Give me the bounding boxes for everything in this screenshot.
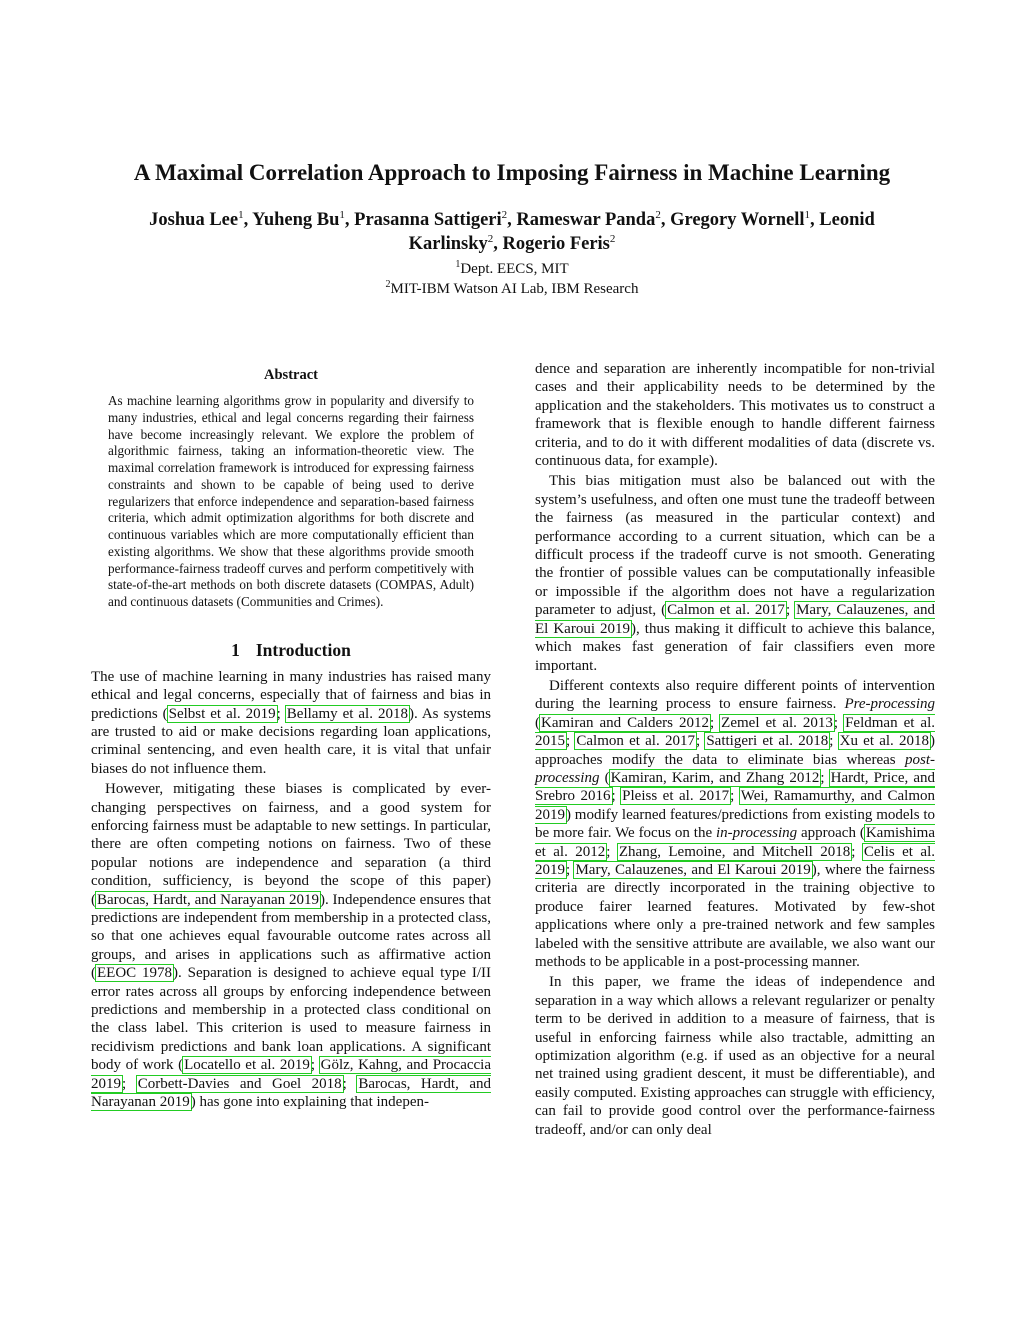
affiliation-text: MIT-IBM Watson AI Lab, IBM Research: [390, 281, 639, 297]
body-paragraph: [91, 780, 491, 1111]
author-separator: ,: [810, 210, 820, 230]
affiliation-1: [200, 260, 824, 278]
citation-link[interactable]: Gölz, Kahng, and Procaccia 2019: [91, 1057, 491, 1092]
author-name: Prasanna Sattigeri: [354, 210, 502, 230]
section-title: Introduction: [255, 639, 351, 660]
author-name: Joshua Lee: [149, 210, 239, 230]
author-separator: ,: [493, 234, 503, 254]
author-name: Gregory Wornell: [670, 210, 805, 230]
author-name: Rameswar Panda: [516, 210, 656, 230]
citation-link[interactable]: Sattigeri et al. 2018: [706, 733, 829, 750]
paragraph-text: ) approaches modify the data to eliminate bias whereas: [535, 733, 936, 768]
paragraph-text: ;: [122, 1075, 137, 1092]
citation-link[interactable]: Calmon et al. 2017: [576, 733, 695, 750]
citation-link[interactable]: Kamishima et al. 2012: [535, 825, 935, 860]
citation-link[interactable]: Pleiss et al. 2017: [622, 788, 730, 805]
emphasized-text: Pre-processing: [844, 696, 935, 713]
paragraph-text: ;: [276, 705, 286, 722]
emphasized-text: in-processing: [716, 825, 798, 842]
body-paragraph: [535, 360, 935, 470]
citation-link[interactable]: Zemel et al. 2013: [721, 714, 833, 731]
section-number: 1: [231, 639, 240, 660]
paragraph-text: ;: [785, 602, 796, 619]
paragraph-text: ;: [566, 861, 575, 878]
body-paragraph: [535, 677, 935, 972]
paragraph-text: ;: [820, 769, 830, 786]
citation-link[interactable]: Celis et al. 2019: [535, 843, 935, 878]
paragraph-text: ;: [606, 843, 618, 860]
left-column: [91, 366, 491, 1112]
paragraph-text: ) modify learned features/predictions from existing models to be more fair. We focus on the: [535, 806, 935, 842]
paragraph-text: (: [535, 714, 540, 731]
paragraph-text: In this paper, we frame the ideas of independence and separation in a way which allows a relevant regularizer or penalty term to be derived in addition to a measure of fairness, that is useful in enforcing fairness while also tractable, admitting an optimization algorithm (e.g. if used as an objective for a neural net trained using gradient descent, it must be differentiable), and easily computed. Existing approaches can struggle with efficiency, can fail to provide good control over the performance-fairness tradeoff, and/or can only deal: [535, 974, 935, 1138]
paragraph-text: ). As systems are trusted to aid or make decisions regarding loan applications, criminal sentencing, and even health care, it is vital that unfair biases do not influence them.: [91, 705, 491, 777]
abstract-text: As machine learning algorithms grow in popularity and diversify to many industries, ethical and legal concerns regarding their fairness have become increasingly relevant. We explore the problem of algorithmic fairness, taking an information-theoretic view. The maximal correlation framework is introduced for expressing fairness constraints and shown to be capable of being used to derive regularizers that enforce independence and separation-based fairness criteria, which admit optimization algorithms for both discrete and continuous variables which are more computationally efficient than existing algorithms. We show that these algorithms provide smooth performance-fairness tradeoff curves and perform competitively with state-of-the-art methods on both discrete datasets (COMPAS, Adult) and continuous datasets (Communities and Crimes).: [108, 393, 474, 609]
citation-link[interactable]: Locatello et al. 2019: [184, 1057, 310, 1074]
section-heading: [91, 639, 491, 661]
citation-link[interactable]: Corbett-Davies and Goel 2018: [137, 1075, 342, 1092]
paragraph-text: ;: [730, 788, 740, 805]
author-affiliation-marker: 1: [804, 209, 811, 221]
affiliation-text: Dept. EECS, MIT: [460, 261, 569, 277]
citation-link[interactable]: Wei, Ramamurthy, and Calmon 2019: [535, 788, 936, 823]
author-affiliation-marker: 1: [238, 209, 244, 221]
paragraph-text: ), where the fairness criteria are directly incorporated in the training objective to produce fairer learned features. Motivated by few-shot applications where only a pre-trained network and few samples labeled with the sensitive attribute are available, we also want our methods to be applicable in a post-processing manner.: [535, 861, 935, 970]
citation-link[interactable]: Kamiran and Calders 2012: [541, 714, 709, 731]
citation-link[interactable]: Selbst et al. 2019: [168, 705, 276, 722]
citation-link[interactable]: Xu et al. 2018: [839, 733, 930, 750]
citation-link[interactable]: Feldman et al. 2015: [535, 714, 935, 750]
affiliation-2: [200, 280, 824, 298]
author-separator: ,: [660, 210, 671, 230]
author-name: Yuheng Bu: [252, 210, 340, 230]
author-affiliation-marker: 2: [609, 233, 616, 245]
author-separator: ,: [344, 210, 355, 230]
paragraph-text: The use of machine learning in many industries has raised many ethical and legal concerns, especially that of fairness and bias in predictions (: [91, 668, 491, 722]
paragraph-text: ;: [342, 1075, 358, 1092]
emphasized-text: post-processing: [535, 751, 935, 786]
left-body: [91, 668, 491, 1112]
right-column: [535, 360, 935, 1139]
body-paragraph: [535, 973, 935, 1139]
author-affiliation-marker: 2: [501, 209, 508, 221]
author-list: [80, 208, 944, 256]
paragraph-text: However, mitigating these biases is complicated by ever-changing perspectives on fairness, and a good system for enforcing fairness must be adaptable to new settings. In particular, there are often competing notions on fairness. Two of these popular notions are independence and separation (a third condition, sufficiency, is beyond the scope of this paper) (: [91, 781, 491, 908]
author-name: Rogerio Feris: [502, 234, 610, 254]
citation-link[interactable]: EEOC 1978: [97, 965, 173, 982]
author-name: Leonid: [819, 210, 875, 230]
citation-link[interactable]: Barocas, Hardt, and Narayanan 2019: [91, 1075, 491, 1111]
paragraph-text: This bias mitigation must also be balanced out with the system’s usefulness, and often one must tune the tradeoff between the fairness (as measured in the particular context) and performance according to a current situation, which can be a difficult process if the tradeoff curve is not smooth. Generating the frontier of possible values can be computationally infeasible or impossible if the algorithm does not have a regularization parameter to adjust, (: [535, 473, 935, 619]
affiliation-marker: 2: [385, 279, 391, 290]
author-line: [80, 208, 944, 232]
citation-link[interactable]: Kamiran, Karim, and Zhang 2012: [610, 769, 820, 786]
affiliation-marker: 1: [455, 259, 461, 270]
body-paragraph: [535, 472, 935, 674]
paragraph-text: ;: [611, 788, 622, 805]
paragraph-text: ). Independence ensures that predictions are independent from membership in a protected class, so that one achieves equal favourable outcome rates across all groups, and arises in applications such as affirmative action (: [91, 891, 491, 982]
paper-title: A Maximal Correlation Approach to Imposing Fairness in Machine Learning: [133, 160, 891, 185]
citation-link[interactable]: Barocas, Hardt, and Narayanan 2019: [97, 891, 319, 908]
author-line: [80, 232, 944, 256]
abstract-heading: Abstract: [264, 367, 318, 383]
paragraph-text: (: [599, 769, 610, 786]
citation-link[interactable]: Hardt, Price, and Srebro 2016: [535, 769, 936, 805]
citation-link[interactable]: Bellamy et al. 2018: [286, 705, 408, 722]
author-affiliation-marker: 2: [655, 209, 661, 221]
paragraph-text: ;: [310, 1057, 320, 1074]
citation-link[interactable]: Mary, Calauzenes, and El Karoui 2019: [535, 602, 935, 637]
right-body: [535, 360, 935, 1139]
paragraph-text: ;: [709, 714, 721, 731]
author-name: Karlinsky: [408, 234, 488, 254]
body-paragraph: [91, 668, 491, 778]
paragraph-text: ). Separation is designed to achieve equal type I/II error rates across all groups by enforcing independence between predictions and membership in a protected class conditional on the class label. This criterion is used to measure fairness in recidivism predictions and bank loan applications. A significant body of work (: [91, 965, 491, 1074]
citation-link[interactable]: Mary, Calauzenes, and El Karoui 2019: [575, 861, 811, 878]
paragraph-text: dence and separation are inherently incompatible for non-trivial cases and their applicability needs to be determined by the application and the stakeholders. This motivates us to construct a framework that is flexible enough to handle different fairness criteria, and to do it with different modalities of data (discrete vs. continuous data, for example).: [535, 361, 935, 470]
author-affiliation-marker: 1: [339, 209, 345, 221]
author-affiliation-marker: 2: [487, 233, 494, 245]
paragraph-text: Different contexts also require different points of intervention during the learning process to ensure fairness.: [535, 677, 935, 713]
paragraph-text: ;: [829, 733, 839, 750]
paragraph-text: ;: [695, 733, 706, 750]
author-separator: ,: [507, 210, 517, 230]
paragraph-text: ) has gone into explaining that indepen-: [190, 1094, 429, 1111]
paragraph-text: ;: [833, 714, 845, 731]
author-separator: ,: [243, 210, 253, 230]
paragraph-text: ), thus making it difficult to achieve this balance, which makes fast generation of fair classifiers even more important.: [535, 620, 936, 674]
citation-link[interactable]: Calmon et al. 2017: [667, 602, 785, 619]
paragraph-text: ;: [851, 843, 863, 860]
paragraph-text: approach (: [797, 825, 865, 842]
citation-link[interactable]: Zhang, Lemoine, and Mitchell 2018: [618, 843, 851, 860]
paragraph-text: ;: [566, 733, 576, 750]
